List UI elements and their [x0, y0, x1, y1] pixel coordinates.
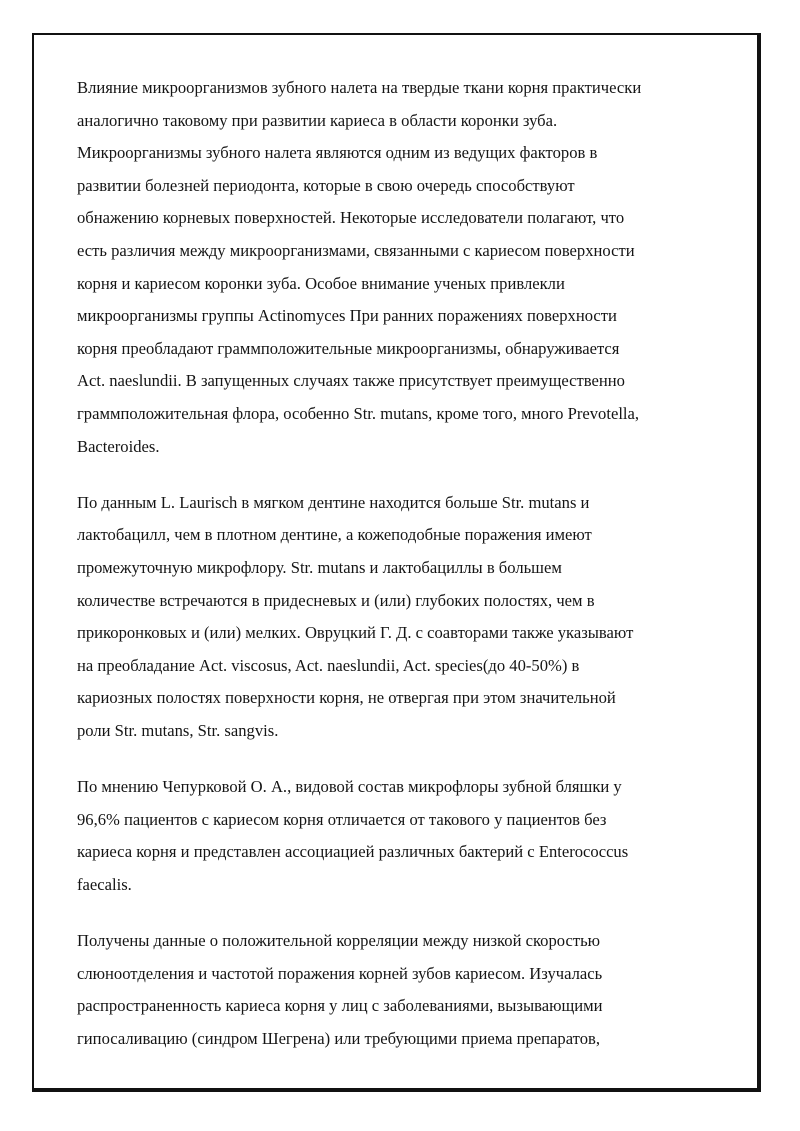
text-line: прикоронковых и (или) мелких. Овруцкий Г. Д. с соавторами также указывают [77, 623, 634, 643]
text-line: гипосаливацию (синдром Шегрена) или требующими приема препаратов, [77, 1028, 600, 1048]
text-line: лактобацилл, чем в плотном дентине, а кожеподобные поражения имеют [77, 525, 592, 545]
text-line: есть различия между микроорганизмами, связанными с кариесом поверхности [77, 240, 635, 260]
text-line: По данным L. Laurisch в мягком дентине находится больше Str. mutans и [77, 492, 590, 512]
text-line: Bacteroides. [77, 436, 160, 456]
text-line: роли Str. mutans, Str. sangvis. [77, 720, 279, 740]
text-line: Act. naeslundii. В запущенных случаях также присутствует преимущественно [77, 371, 625, 391]
text-line: 96,6% пациентов с кариесом корня отличается от такового у пациентов без [77, 809, 607, 829]
text-line: обнажению корневых поверхностей. Некоторые исследователи полагают, что [77, 208, 625, 228]
text-line: Получены данные о положительной корреляции между низкой скоростью [77, 931, 601, 951]
paragraph-laurisch-data [77, 489, 737, 750]
paragraph-salivation-correlation [77, 927, 737, 1057]
paragraph-root-plaque-microorganisms [77, 74, 737, 465]
text-line: распространенность кариеса корня у лиц с заболеваниями, вызывающими [77, 996, 603, 1016]
text-line: кариеса корня и представлен ассоциацией различных бактерий с Enterococcus [77, 842, 629, 862]
text-line: граммположительная флора, особенно Str. mutans, кроме того, много Prevotella, [77, 403, 640, 423]
text-line: аналогично таковому при развитии кариеса в области коронки зуба. [77, 110, 558, 130]
text-line: слюноотделения и частотой поражения корней зубов кариесом. Изучалась [77, 963, 603, 983]
document-body [77, 74, 737, 1081]
text-line: кариозных полостях поверхности корня, не отвергая при этом значительной [77, 688, 616, 708]
text-line: количестве встречаются в придесневых и (или) глубоких полостях, чем в [77, 590, 595, 610]
text-line: микроорганизмы группы Actinomyces При ранних поражениях поверхности [77, 306, 617, 326]
paragraph-chepurkova-opinion [77, 773, 737, 903]
text-line: Влияние микроорганизмов зубного налета на твердые ткани корня практически [77, 78, 642, 97]
text-line: Микроорганизмы зубного налета являются одним из ведущих факторов в [77, 143, 598, 163]
text-line: корня преобладают граммположительные микроорганизмы, обнаруживается [77, 338, 620, 358]
text-line: промежуточную микрофлору. Str. mutans и лактобациллы в большем [77, 557, 562, 577]
text-line: на преобладание Act. viscosus, Act. naeslundii, Act. species(до 40-50%) в [77, 655, 580, 675]
text-line: корня и кариесом коронки зуба. Особое внимание ученых привлекли [77, 273, 565, 293]
text-line: По мнению Чепурковой О. А., видовой состав микрофлоры зубной бляшки у [77, 777, 622, 797]
text-line: faecalis. [77, 874, 132, 894]
text-line: развитии болезней периодонта, которые в свою очередь способствуют [77, 175, 575, 195]
